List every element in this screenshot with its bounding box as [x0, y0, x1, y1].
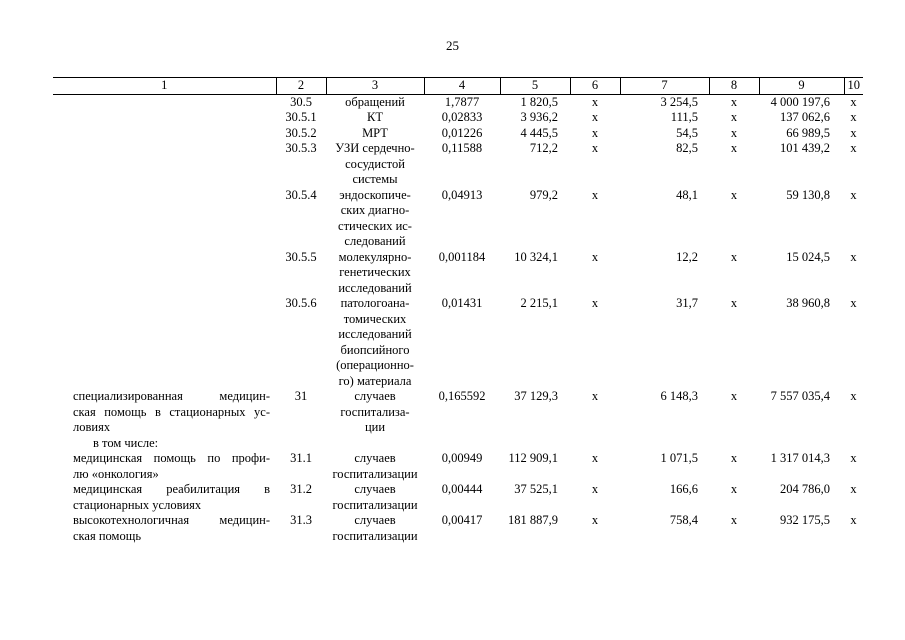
cell-col-7: 1 071,5 — [660, 451, 698, 465]
cell-col-9: 38 960,8 — [786, 296, 830, 310]
cell-col-10: х — [850, 187, 857, 202]
row-description-line: ловиях — [73, 420, 111, 434]
cell-col-7: 6 148,3 — [660, 389, 698, 403]
table-row — [53, 94, 863, 110]
empty-cell — [620, 436, 709, 452]
row-description-line: ская помощь в стационарных ус- — [73, 404, 270, 419]
cell-col-4: 0,165592 — [438, 389, 486, 403]
cell-col-6: х — [591, 141, 599, 155]
row-description — [53, 436, 276, 452]
header-cell: 1 — [53, 78, 276, 95]
cell-col-9: 7 557 035,4 — [770, 389, 830, 403]
table-row — [53, 188, 863, 250]
empty-cell — [424, 436, 500, 452]
cell-col-6: х — [591, 296, 599, 310]
cell-col-7: 758,4 — [669, 513, 698, 527]
header-cell: 4 — [424, 78, 500, 95]
cell-col-5: 3 936,2 — [520, 110, 558, 124]
row-code: 30.5.6 — [285, 296, 317, 310]
row-description-line: медицинская реабилитация в — [73, 482, 270, 496]
cell-col-9: 66 989,5 — [786, 125, 830, 140]
row-description-line: ская помощь — [73, 528, 142, 543]
cell-col-10: х — [850, 94, 857, 109]
cell-col-5: 112 909,1 — [508, 451, 558, 465]
row-unit — [326, 296, 424, 389]
row-unit — [326, 250, 424, 297]
cell-col-4: 0,01431 — [441, 296, 483, 310]
row-unit-line: госпитализации — [332, 497, 418, 512]
empty-cell — [844, 436, 863, 452]
row-unit-line: исследований — [338, 280, 412, 295]
data-table — [53, 77, 863, 544]
table-row — [53, 250, 863, 297]
row-unit-line: эндоскопиче- — [339, 187, 411, 202]
row-unit-line: МРТ — [362, 125, 388, 140]
cell-col-7: 166,6 — [669, 482, 698, 496]
table-row — [53, 141, 863, 188]
row-code: 30.5.2 — [285, 125, 317, 140]
cell-col-7: 31,7 — [676, 296, 698, 310]
cell-col-8: х — [730, 94, 738, 109]
row-description — [53, 126, 276, 142]
header-cell: 8 — [709, 78, 759, 95]
row-unit — [326, 513, 424, 544]
cell-col-8: х — [730, 125, 738, 140]
row-description-line: специализированная медицин- — [73, 389, 270, 403]
row-code: 30.5.4 — [285, 187, 317, 202]
row-unit-line: КТ — [367, 110, 383, 124]
row-code: 30.5 — [290, 94, 312, 109]
cell-col-8: х — [730, 389, 738, 403]
row-description-line: стационарных условиях — [73, 497, 202, 512]
cell-col-5: 712,2 — [529, 141, 558, 155]
row-description-line: лю «онкология» — [73, 466, 159, 481]
empty-cell — [570, 436, 620, 452]
cell-col-5: 979,2 — [529, 187, 558, 202]
row-unit-line: генетических — [339, 265, 411, 279]
header-cell: 2 — [276, 78, 326, 95]
cell-col-8: х — [730, 187, 738, 202]
cell-col-9: 59 130,8 — [786, 187, 830, 202]
cell-col-6: х — [591, 125, 599, 140]
header-cell: 5 — [500, 78, 570, 95]
row-unit-line: ции — [364, 420, 386, 434]
cell-col-5: 4 445,5 — [520, 125, 558, 140]
row-unit — [326, 451, 424, 482]
cell-col-4: 0,00417 — [441, 513, 483, 527]
row-description — [53, 451, 276, 482]
row-code: 31 — [294, 389, 308, 403]
row-code: 30.5.5 — [285, 249, 317, 264]
table-row — [53, 389, 863, 436]
row-unit-line: случаев — [354, 451, 396, 465]
row-unit — [326, 482, 424, 513]
row-unit-line: следований — [344, 234, 406, 248]
cell-col-9: 4 000 197,6 — [770, 94, 830, 109]
header-cell: 3 — [326, 78, 424, 95]
cell-col-4: 0,02833 — [441, 110, 483, 124]
row-unit-line: биопсийного — [340, 342, 410, 357]
cell-col-10: х — [850, 110, 857, 124]
row-unit-line: стических ис- — [338, 218, 412, 233]
row-unit — [326, 188, 424, 250]
cell-col-4: 1,7877 — [444, 94, 480, 109]
cell-col-7: 48,1 — [676, 187, 698, 202]
row-unit — [326, 126, 424, 142]
row-unit-line: (операционно- — [336, 358, 414, 372]
row-description — [53, 110, 276, 126]
cell-col-9: 101 439,2 — [780, 141, 830, 155]
row-unit-line: госпитализации — [332, 528, 418, 543]
header-cell: 7 — [620, 78, 709, 95]
cell-col-5: 37 525,1 — [514, 482, 558, 496]
row-unit — [326, 389, 424, 436]
cell-col-4: 0,00444 — [441, 482, 483, 496]
row-code: 30.5.1 — [285, 110, 317, 124]
cell-col-9: 1 317 014,3 — [770, 451, 830, 465]
row-unit-line: госпитализации — [332, 466, 418, 481]
cell-col-4: 0,01226 — [441, 125, 483, 140]
row-description — [53, 513, 276, 544]
cell-col-5: 2 215,1 — [520, 296, 558, 310]
cell-col-6: х — [591, 389, 599, 403]
table-row — [53, 451, 863, 482]
cell-col-10: х — [850, 125, 857, 140]
cell-col-9: 204 786,0 — [780, 482, 830, 496]
header-cell: 10 — [844, 78, 863, 95]
page-number: 25 — [446, 38, 459, 53]
row-description-line: медицинская помощь по профи- — [73, 451, 270, 465]
cell-col-5: 181 887,9 — [508, 513, 558, 527]
table-row — [53, 482, 863, 513]
row-unit — [326, 94, 424, 110]
cell-col-5: 37 129,3 — [514, 389, 558, 403]
row-unit-line: томических — [343, 311, 407, 326]
row-code: 31.3 — [290, 513, 312, 527]
cell-col-10: х — [850, 451, 857, 465]
cell-col-8: х — [730, 482, 738, 496]
empty-cell — [276, 436, 326, 452]
row-unit-line: го) материала — [338, 373, 412, 388]
row-unit-line: патологоана- — [340, 296, 410, 310]
cell-col-6: х — [591, 110, 599, 124]
row-unit-line: сосудистой — [345, 156, 405, 171]
table-row — [53, 296, 863, 389]
cell-col-9: 137 062,6 — [780, 110, 830, 124]
cell-col-5: 10 324,1 — [514, 249, 558, 264]
row-unit-line: госпитализа- — [340, 404, 410, 419]
cell-col-4: 0,04913 — [441, 187, 483, 202]
row-unit-line: системы — [352, 172, 398, 186]
row-unit-line: молекулярно- — [338, 249, 412, 264]
row-description — [53, 296, 276, 389]
row-unit — [326, 110, 424, 126]
empty-cell — [326, 436, 424, 452]
table-row — [53, 513, 863, 544]
cell-col-7: 82,5 — [676, 141, 698, 155]
cell-col-10: х — [850, 141, 857, 155]
table-row — [53, 110, 863, 126]
cell-col-5: 1 820,5 — [520, 94, 558, 109]
cell-col-9: 15 024,5 — [786, 249, 830, 264]
header-row — [53, 78, 863, 95]
row-description — [53, 389, 276, 436]
header-cell: 6 — [570, 78, 620, 95]
cell-col-4: 0,00949 — [441, 451, 483, 465]
cell-col-4: 0,11588 — [441, 141, 483, 155]
cell-col-8: х — [730, 451, 738, 465]
cell-col-8: х — [730, 249, 738, 264]
row-code: 30.5.3 — [285, 141, 317, 155]
cell-col-7: 3 254,5 — [660, 94, 698, 109]
cell-col-8: х — [730, 141, 738, 155]
cell-col-8: х — [730, 513, 738, 527]
row-unit-line: случаев — [354, 482, 396, 496]
row-unit-line: исследований — [338, 327, 412, 341]
row-unit-line: обращений — [345, 94, 405, 109]
row-description-line: в том числе: — [93, 435, 159, 450]
empty-cell — [709, 436, 759, 452]
row-code: 31.2 — [290, 482, 312, 496]
row-description — [53, 141, 276, 188]
empty-cell — [759, 436, 844, 452]
cell-col-10: х — [850, 296, 857, 310]
cell-col-4: 0,001184 — [438, 249, 486, 264]
row-unit-line: случаев — [354, 389, 396, 403]
cell-col-6: х — [591, 249, 599, 264]
row-unit — [326, 141, 424, 188]
cell-col-6: х — [591, 513, 599, 527]
cell-col-10: х — [850, 482, 857, 496]
row-unit-line: ских диагно- — [340, 203, 410, 217]
row-unit-line: УЗИ сердечно- — [335, 141, 415, 155]
cell-col-7: 12,2 — [676, 249, 698, 264]
header-cell: 9 — [759, 78, 844, 95]
row-description — [53, 188, 276, 250]
cell-col-10: х — [850, 513, 857, 527]
cell-col-10: х — [850, 249, 857, 264]
cell-col-6: х — [591, 451, 599, 465]
row-description — [53, 482, 276, 513]
cell-col-6: х — [591, 482, 599, 496]
cell-col-7: 54,5 — [676, 125, 698, 140]
cell-col-8: х — [730, 110, 738, 124]
row-unit-line: случаев — [354, 513, 396, 527]
row-description — [53, 94, 276, 110]
row-code: 31.1 — [290, 451, 312, 465]
cell-col-6: х — [591, 187, 599, 202]
row-description — [53, 250, 276, 297]
row-description-line: высокотехнологичная медицин- — [73, 513, 270, 527]
cell-col-7: 111,5 — [670, 110, 698, 124]
cell-col-6: х — [591, 94, 599, 109]
table-row — [53, 436, 863, 452]
cell-col-9: 932 175,5 — [780, 513, 830, 527]
table-row — [53, 126, 863, 142]
empty-cell — [500, 436, 570, 452]
cell-col-10: х — [850, 389, 857, 403]
cell-col-8: х — [730, 296, 738, 310]
